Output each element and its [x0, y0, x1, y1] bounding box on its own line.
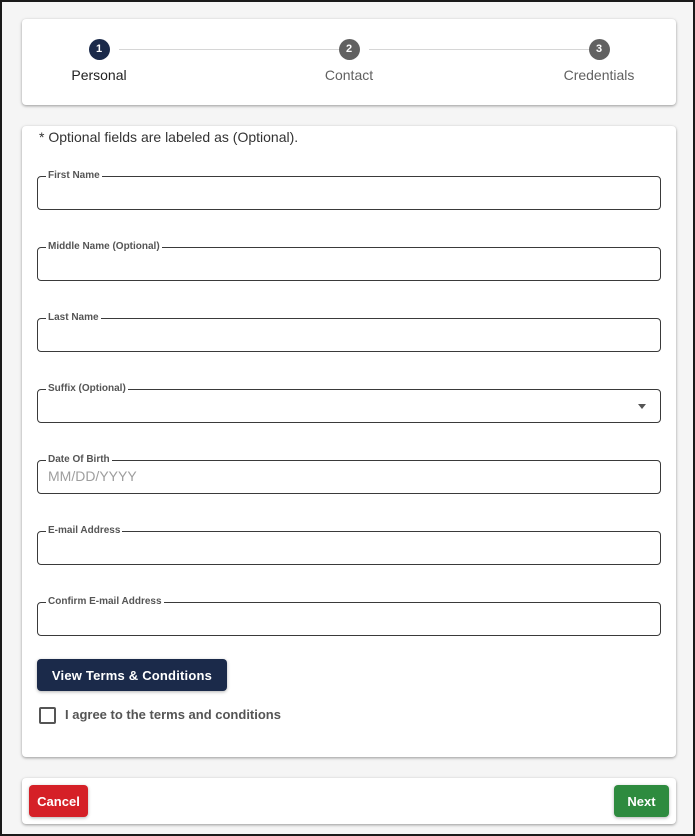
chevron-down-icon[interactable]: [638, 404, 646, 409]
suffix-select[interactable]: [37, 383, 661, 423]
date-of-birth-field[interactable]: [37, 454, 661, 494]
step-credentials[interactable]: [539, 39, 659, 83]
date-of-birth-placeholder: MM/DD/YYYY: [48, 468, 137, 484]
cancel-button[interactable]: Cancel: [29, 785, 88, 817]
step-label: Personal: [71, 67, 127, 83]
form-actions: [22, 778, 676, 824]
confirm-email-field[interactable]: [37, 596, 661, 636]
step-number-badge: 2: [339, 39, 360, 60]
stepper: [22, 19, 676, 105]
step-contact[interactable]: [289, 39, 409, 83]
view-terms-button[interactable]: View Terms & Conditions: [37, 659, 227, 691]
personal-info-form: [22, 126, 676, 757]
first-name-label: First Name: [48, 170, 100, 181]
step-personal[interactable]: [39, 39, 159, 83]
agree-terms-label[interactable]: I agree to the terms and conditions: [65, 707, 281, 722]
date-of-birth-label: Date Of Birth: [48, 454, 110, 465]
last-name-field[interactable]: [37, 312, 661, 352]
middle-name-label: Middle Name (Optional): [48, 241, 160, 252]
last-name-label: Last Name: [48, 312, 99, 323]
step-label: Credentials: [563, 67, 635, 83]
email-label: E-mail Address: [48, 525, 121, 536]
step-label: Contact: [324, 67, 374, 83]
step-number-badge: 1: [89, 39, 110, 60]
agree-terms-checkbox[interactable]: [39, 707, 56, 724]
first-name-field[interactable]: [37, 170, 661, 210]
optional-fields-note: * Optional fields are labeled as (Optional).: [39, 129, 299, 145]
email-field[interactable]: [37, 525, 661, 565]
step-number-badge: 3: [589, 39, 610, 60]
suffix-label: Suffix (Optional): [48, 383, 126, 394]
next-button[interactable]: Next: [614, 785, 669, 817]
confirm-email-label: Confirm E-mail Address: [48, 596, 162, 607]
middle-name-field[interactable]: [37, 241, 661, 281]
